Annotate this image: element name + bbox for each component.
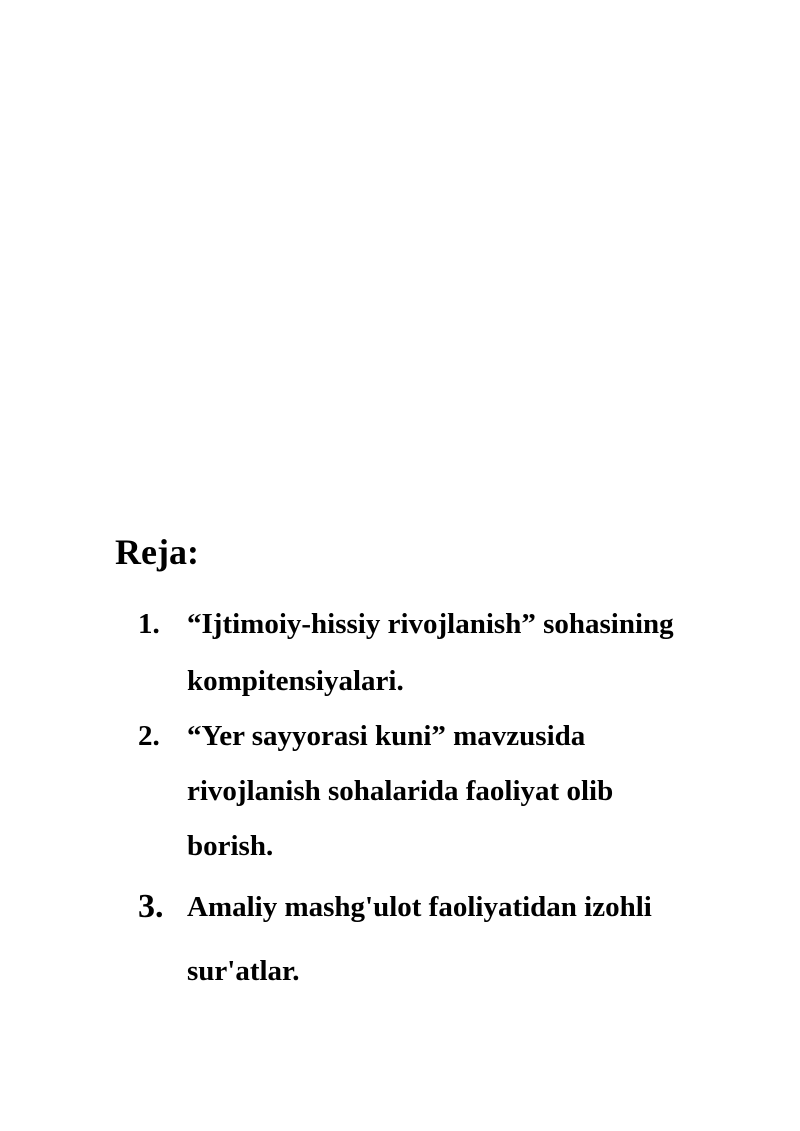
plan-item-text-line: sur'atlar. <box>187 955 300 987</box>
plan-item-number: 2. <box>138 720 160 752</box>
plan-item-text-line: rivojlanish sohalarida faoliyat olib <box>187 775 614 807</box>
plan-item-text-line: “Yer sayyorasi kuni” mavzusida <box>187 720 586 752</box>
plan-item-number: 1. <box>138 608 160 640</box>
plan-item-number: 3. <box>138 888 164 925</box>
plan-item-text-line: Amaliy mashg'ulot faoliyatidan izohli <box>187 891 652 923</box>
plan-item-text-line: “Ijtimoiy-hissiy rivojlanish” sohasining <box>187 608 674 640</box>
plan-heading: Reja: <box>115 532 199 572</box>
plan-item-text-line: borish. <box>187 830 274 862</box>
plan-item-text-line: kompitensiyalari. <box>187 665 404 697</box>
